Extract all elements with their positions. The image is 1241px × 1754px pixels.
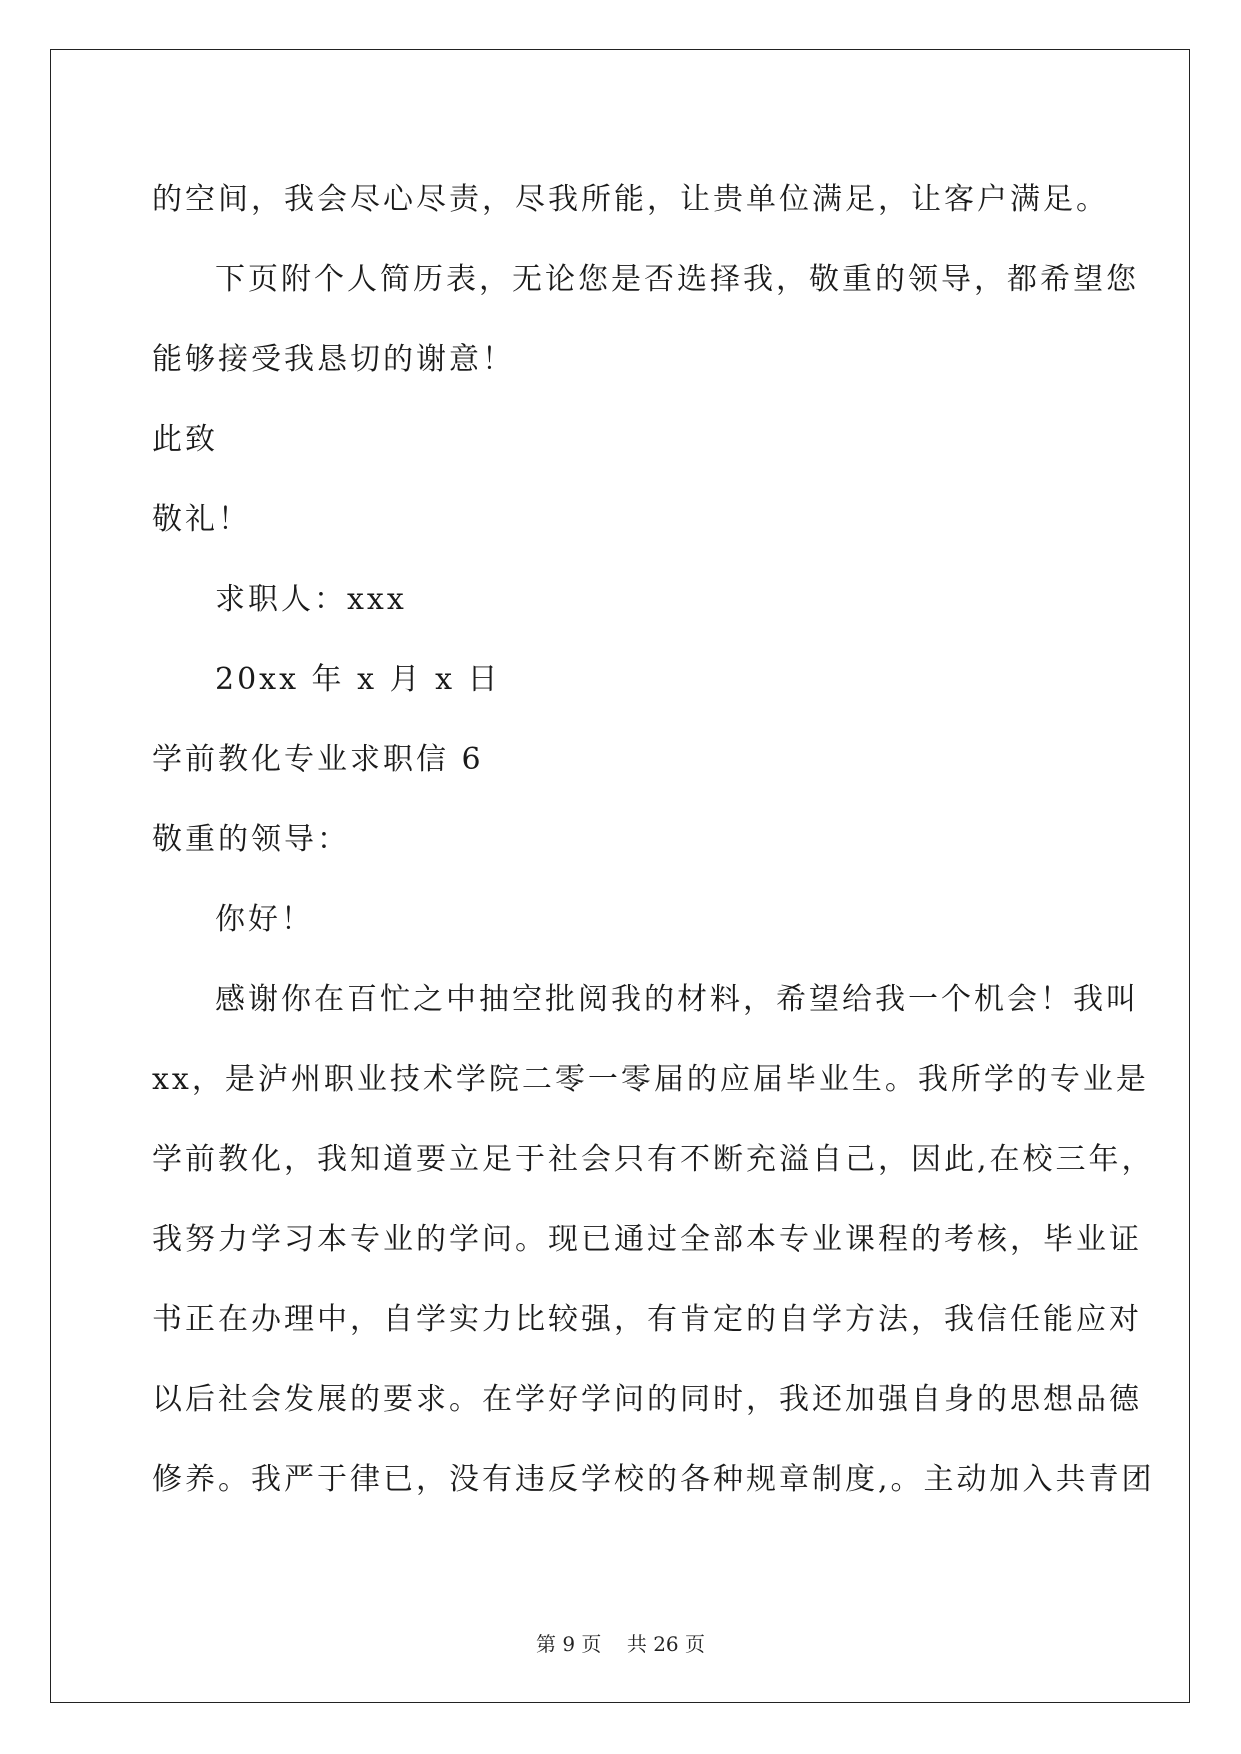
- text-line: 的空间，我会尽心尽责，尽我所能，让贵单位满足，让客户满足。: [152, 182, 1109, 217]
- text-line: 下页附个人简历表，无论您是否选择我，敬重的领导，都希望您: [215, 262, 1139, 297]
- text-line: 以后社会发展的要求。在学好学问的同时，我还加强自身的思想品德: [152, 1382, 1142, 1417]
- text-line: 敬礼！: [152, 502, 251, 537]
- page-number: 第 9 页 共 26 页: [535, 1632, 706, 1656]
- section-heading: 学前教化专业求职信 6: [152, 742, 484, 777]
- text-line: 求职人：xxx: [215, 582, 407, 617]
- document-body: [152, 160, 1155, 1520]
- text-line: 学前教化，我知道要立足于社会只有不断充溢自己，因此,在校三年，: [152, 1142, 1155, 1177]
- text-line: 敬重的领导：: [152, 822, 350, 857]
- text-line: 20xx 年 x 月 x 日: [215, 662, 501, 697]
- text-line: 你好！: [215, 902, 314, 937]
- page-footer: [0, 1628, 1241, 1657]
- text-line: 我努力学习本专业的学问。现已通过全部本专业课程的考核，毕业证: [152, 1222, 1142, 1257]
- text-line: 感谢你在百忙之中抽空批阅我的材料，希望给我一个机会！我叫: [215, 982, 1139, 1017]
- text-line: xx，是泸州职业技术学院二零一零届的应届毕业生。我所学的专业是: [152, 1062, 1149, 1097]
- text-line: 修养。我严于律已，没有违反学校的各种规章制度,。主动加入共青团: [152, 1462, 1155, 1497]
- text-line: 能够接受我恳切的谢意！: [152, 342, 515, 377]
- text-line: 书正在办理中，自学实力比较强，有肯定的自学方法，我信任能应对: [152, 1302, 1142, 1337]
- text-line: 此致: [152, 422, 218, 457]
